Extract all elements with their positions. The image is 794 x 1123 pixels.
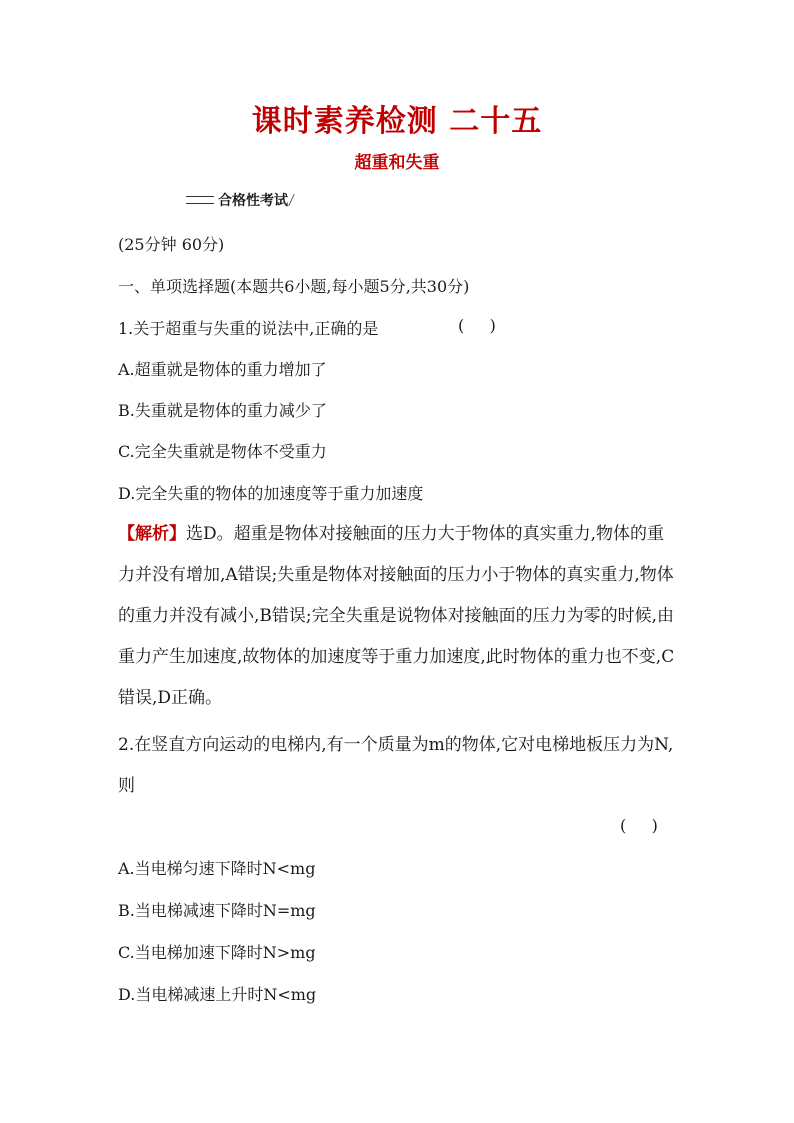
time-score: (25分钟 60分): [118, 235, 225, 254]
question-2-option-d: D.当电梯减速上升时N<mg: [118, 985, 317, 1004]
question-2-option-a: A.当电梯匀速下降时N<mg: [118, 859, 316, 878]
question-1-option-c: C.完全失重就是物体不受重力: [118, 442, 327, 461]
part-heading: 一、单项选择题(本题共6小题,每小题5分,共30分): [118, 277, 470, 296]
section-label: [186, 190, 302, 210]
question-1-option-a: A.超重就是物体的重力增加了: [118, 360, 327, 379]
question-1-answer-bracket: ( ): [458, 316, 496, 335]
question-1-stem: 1.关于超重与失重的说法中,正确的是: [118, 319, 379, 338]
double-line-icon: [186, 196, 214, 204]
analysis-tag: 【解析】: [118, 524, 186, 544]
analysis-text: 选D。超重是物体对接触面的压力大于物体的真实重力,物体的重力并没有增加,A错误;失重是物体对接触面的压力小于物体的真实重力,物体的重力并没有减小,B错误;完全失重是说物体对接触面的压力为零的时候,由重力产生加速度,故物体的加速度等于重力加速度,此时物体的重力也不变,C错误,D正确。: [118, 524, 675, 708]
page-title: 课时素养检测 二十五: [251, 104, 543, 139]
question-1-option-d: D.完全失重的物体的加速度等于重力加速度: [118, 484, 424, 503]
question-2-stem: 2.在竖直方向运动的电梯内,有一个质量为m的物体,它对电梯地板压力为N,则: [118, 735, 674, 796]
page-subtitle: 超重和失重: [354, 153, 440, 173]
section-label-text: 合格性考试: [218, 193, 288, 209]
question-2-option-c: C.当电梯加速下降时N>mg: [118, 943, 316, 962]
question-1-option-b: B.失重就是物体的重力减少了: [118, 401, 327, 420]
question-1-analysis: [118, 514, 678, 719]
pencil-icon: [288, 194, 305, 206]
question-2-option-b: B.当电梯减速下降时N=mg: [118, 901, 316, 920]
question-2-answer-bracket: ( ): [620, 816, 658, 835]
